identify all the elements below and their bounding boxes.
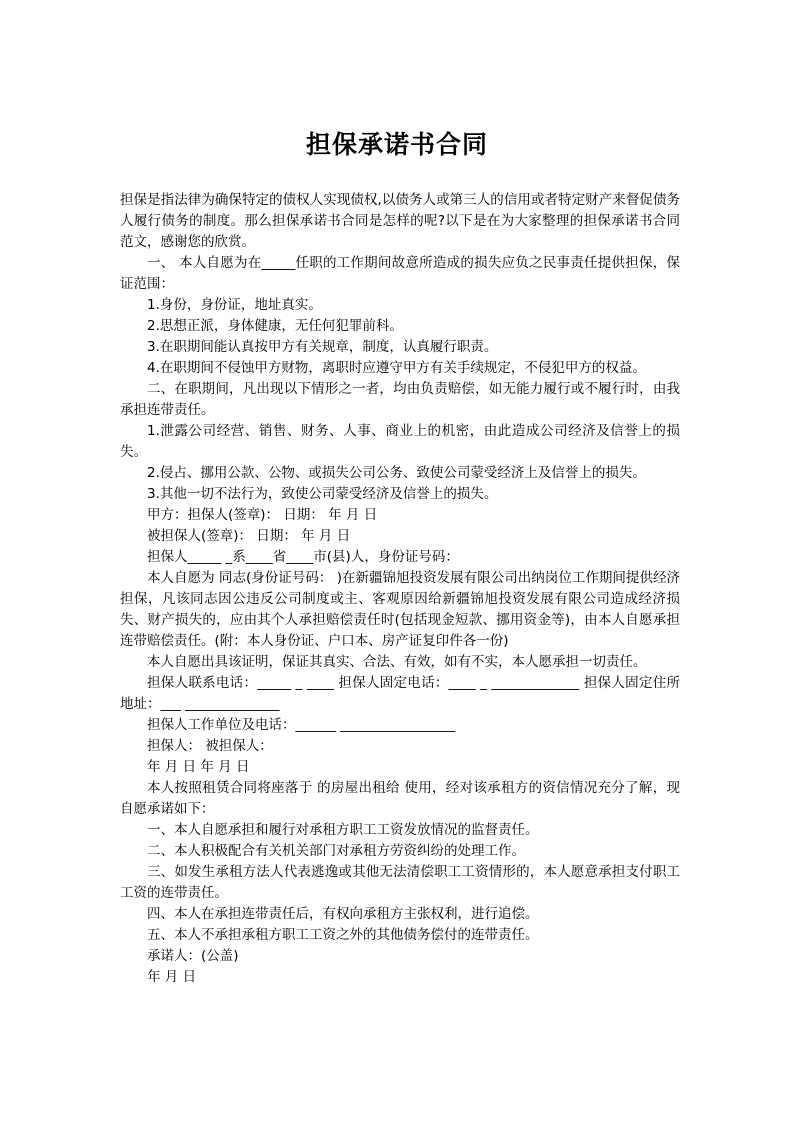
final-date-line: 年 月 日 (147, 969, 197, 985)
paragraph-promise-4: 四、本人在承担连带责任后，有权向承租方主张权利，进行追偿。 (147, 906, 539, 922)
paragraph-promise-1: 一、本人自愿承担和履行对承租方职工工资发放情况的监督责任。 (147, 822, 539, 838)
paragraph-promise-3: 三、如发生承租方法人代表逃逸或其他无法清偿职工工资情形的，本人愿意承担支付职工工资的连带责任。 (120, 864, 680, 901)
paragraph-item: 4.在职期间不侵蚀甲方财物，离职时应遵守甲方有关手续规定，不侵犯甲方的权益。 (147, 360, 646, 376)
paragraph-guarantee-statement: 本人自愿为 同志(身份证号码： )在新疆锦旭投资发展有限公司出纳岗位工作期间提供经济担保，凡该同志因公违反公司制度或主、客观原因给新疆锦旭投资发展有限公司造成经济损失、财产损失的，应由其个人承担赔偿责任时(包括现金短款、挪用资金等)，由本人自愿承担连带赔偿责任。(附：本人身份证、户口本、房产证复印件各一份) (120, 570, 680, 649)
paragraph-clause-1: 一、 本人自愿为在_____任职的工作期间故意所造成的损失应负之民事责任提供担保，保证范围： (120, 255, 680, 292)
guarantor-contact-line: 担保人联系电话：_____ _ ____ 担保人固定电话：____ _ _____________ 担保人固定住所地址：___ ______________ (120, 675, 680, 712)
paragraph-item: 1.泄露公司经营、销售、财务、人事、商业上的机密，由此造成公司经济及信誉上的损失。 (120, 423, 680, 460)
paragraph-item: 1.身份，身份证，地址真实。 (147, 297, 322, 313)
signature-line-parties: 担保人： 被担保人： (147, 738, 273, 754)
paragraph-intro: 担保是指法律为确保特定的债权人实现债权,以债务人或第三人的信用或者特定财产来督促债务人履行债务的制度。那么担保承诺书合同是怎样的呢?以下是在为大家整理的担保承诺书合同范文，感谢您的欣赏。 (120, 192, 680, 250)
guarantor-employer-line: 担保人工作单位及电话：______ _________________ (147, 717, 456, 733)
paragraph-clause-2: 二、在职期间，凡出现以下情形之一者，均由负责赔偿，如无能力履行或不履行时，由我承担连带责任。 (120, 381, 680, 418)
document-body (120, 190, 680, 988)
paragraph-promise-5: 五、本人不承担承租方职工工资之外的其他债务偿付的连带责任。 (147, 927, 539, 943)
paragraph-truth-statement: 本人自愿出具该证明，保证其真实、合法、有效，如有不实，本人愿承担一切责任。 (147, 654, 647, 670)
paragraph-item: 2.思想正派，身体健康，无任何犯罪前科。 (147, 318, 403, 334)
document-title: 担保承诺书合同 (305, 130, 488, 159)
date-line: 年 月 日 年 月 日 (147, 759, 250, 775)
signature-line-guaranteed: 被担保人(签章)： 日期： 年 月 日 (147, 528, 351, 544)
paragraph-promise-2: 二、本人积极配合有关机关部门对承租方劳资纠纷的处理工作。 (147, 843, 525, 859)
guarantor-origin-line: 担保人_____ _系____省____市(县)人，身份证号码： (147, 549, 459, 565)
signature-line-party-a: 甲方：担保人(签章)： 日期： 年 月 日 (147, 507, 378, 523)
paragraph-item: 3.在职期间能认真按甲方有关规章，制度，认真履行职责。 (147, 339, 498, 355)
promisor-signature-line: 承诺人：(公盖) (147, 948, 239, 964)
paragraph-lease-statement: 本人按照租赁合同将座落于 的房屋出租给 使用，经对该承租方的资信情况充分了解，现自愿承诺如下： (120, 780, 680, 817)
paragraph-item: 3.其他一切不法行为，致使公司蒙受经济及信誉上的损失。 (147, 486, 498, 502)
paragraph-item: 2.侵占、挪用公款、公物、或损失公司公务、致使公司蒙受经济上及信誉上的损失。 (147, 465, 646, 481)
